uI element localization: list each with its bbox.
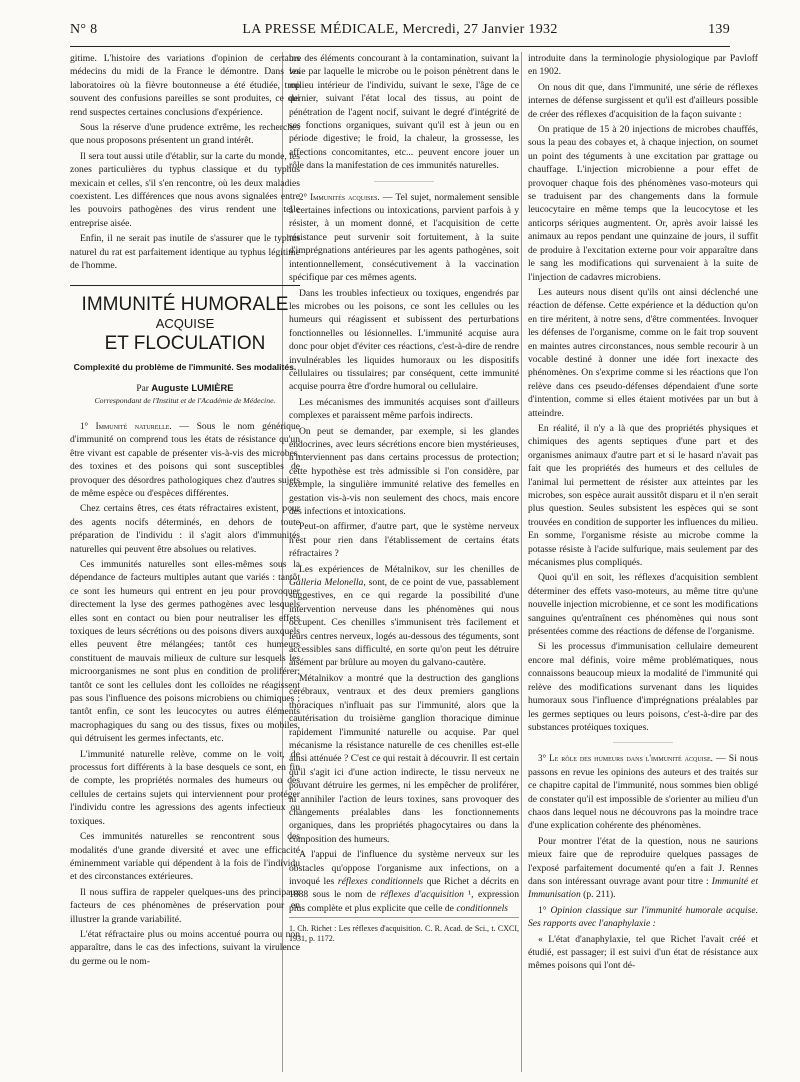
footnote: 1. Ch. Richet : Les réflexes d'acquisition. C. R. Acad. de Sci., t. CXCI, 1931, p. 1172. <box>289 917 519 944</box>
text-span: (p. 211). <box>580 889 616 901</box>
author-name: Auguste LUMIÈRE <box>151 381 234 393</box>
paragraph: Enfin, il ne serait pas inutile de s'assurer que le typhus naturel du rat est parfaitement identique au typhus légitime de l'homme. <box>70 233 300 272</box>
issue-number: N° 8 <box>70 22 98 37</box>
italic-span: Opinion classique sur l'immunité humorale acquise. Ses rapports avec l'anaphylaxie : <box>528 904 758 930</box>
text-span: que Richet a décrits en 1888 sous le nom de <box>289 875 519 901</box>
italic-span: Galleria Melonella <box>289 577 364 589</box>
header-rule <box>70 46 730 47</box>
text-span: Les expériences de Métalnikov, sur les chenilles de <box>299 563 519 575</box>
italic-span: Immunité et Immunisation <box>528 875 758 901</box>
author-line <box>70 381 300 396</box>
paragraph: Si les processus d'immunisation cellulaire demeurent encore mal définis, voire même problématiques, nous connaissons beaucoup mieux la modalité de l'immunité qui relève des modifications survenant dans les liquides humoraux sous l'influence d'imprégnations préalables par les germes septiques ou leurs poisons, c'est-à-dire par des substances protéiques toxiques. <box>528 641 758 733</box>
text-span: A l'appui de l'influence du système nerveux sur les obstacles qu'oppose l'organisme aux infections, on a invoqué les <box>289 849 519 887</box>
paragraph: On pratique de 15 à 20 injections de microbes chauffés, sous la peau des cobayes et, à chaque injection, on soumet un point des téguments à une excitation par grattage ou chauffage. L'injection microbienne a pour effet de provoquer chaque fois des phénomènes vaso-moteurs qui se traduisent par des changements dans la formule leucocytaire en même temps que la leucocytose et les anticorps sériques augmentent. Or, après avoir laissé les animaux au repos pendant une quinzaine de jours, il suffit de produire à l'excitation externe pour voir apparaître dans le sang les modifications qui survenaient à la suite de l'injection de cadavres microbiens. <box>528 124 758 283</box>
article-title-line: ACQUISE <box>155 315 215 331</box>
paragraph: Chez certains êtres, ces états réfractaires existent, pour des agents nocifs déterminés, en dehors de toute préparation de l'individu : il s'agit alors d'immunités naturelles qui peuvent être absolues ou relatives. <box>70 503 300 555</box>
paragraph <box>528 752 758 832</box>
section-heading: 1° Immunité naturelle. <box>80 420 172 431</box>
paragraph <box>289 191 519 285</box>
paragraph: introduite dans la terminologie physiologique par Pavloff en 1902. <box>528 53 758 78</box>
text-span: , sont, de ce point de vue, passablement suggestives, en ce qui regarde la possibilité d'une intervention nerveuse dans les phénomènes qui nous occupent. Ces chenilles s'immunisent très facilement et leurs centres nerveux, logés au-dessous des téguments, sont accessibles sans difficulté, en sorte qu'on peut les détruire aisément par brûlure au moyen du galvano-cautère. <box>289 577 519 669</box>
divider <box>374 181 434 183</box>
paragraph: Ces immunités naturelles sont elles-mêmes sous la dépendance de facteurs multiples autant que variés : tantôt ce sont les humeurs qui entrent en jeu pour provoquer directement la lyse des germes pathogènes avec lesquels elles sont en contact ou bien pour neutraliser les effets toxiques de leurs sécrétions ou des poisons divers auxquels elles peuvent être mélangées; tantôt ces humeurs constituent de mauvais milieux de culture sur lesquels les microorganismes ne sont plus en condition de proliférer; tantôt ce sont les cellules dont les colloïdes ne réagissent pas sous l'influence des poisons microbiens ou chimiques ; tantôt enfin, ce sont les leucocytes ou autres éléments macrophagiques du sang ou des tissus, fixes ou mobiles, qui détruisent les germes infectants, etc. <box>70 558 300 745</box>
paragraph: En réalité, il n'y a là que des propriétés physiques et chimiques des agents septiques d'une part et des organismes animaux d'autre part et si le hasard n'avait pas fait que les propriétés des humeurs et des cellules de l'animal lui permettent de résister aux atteintes par les microbes, son espèce aurait aussitôt disparu et il n'en serait plus question. Seules subsistent les espèces qui se sont trouvées en condition de supporter les influences du milieu. En somme, l'organisme résiste au microbe comme la potasse résiste à l'acide sulfurique, mais seulement par des mécanismes plus compliqués. <box>528 422 758 569</box>
paragraph: bre des éléments concourant à la contamination, suivant la voie par laquelle le microbe ou le poison pénètrent dans le milieu intérieur de l'individu, suivant le sexe, l'âge de ce dernier, suivant l'état local des tissus, au point de pénétration de l'agent nocif, suivant le degré d'intégrité de ses fonctions organiques, suivant qu'il est à jeun ou en période digestive; le froid, la chaleur, la grossesse, les affections concomitantes, etc... peuvent encore jouer un rôle dans la manifestation de ces immunités naturelles. <box>289 53 519 172</box>
column-3 <box>528 52 758 1072</box>
column-1 <box>70 52 300 1072</box>
paragraph <box>289 848 519 915</box>
paragraph: gitime. L'histoire des variations d'opinion de certains médecins du midi de la France le démontre. Dans les laboratoires où la fièvre boutonneuse a été étudiée, trop souvent des confusions pareilles se sont produites, ce qui rend suspectes certaines conclusions d'expérience. <box>70 53 300 118</box>
author-prefix: Par <box>136 383 149 394</box>
divider <box>613 742 673 744</box>
article-subtitle: Complexité du problème de l'immunité. Ses modalités. <box>73 361 297 372</box>
text-span: Pour montrer l'état de la question, nous ne saurions mieux faire que de reproduire quelques passages de l'exposé parfaitement documenté qu'en a fait J. Rennes dans son intéressant ouvrage avant pour titre : <box>528 835 758 887</box>
section-heading: 3° Le rôle des humeurs dans l'immunité acquise. <box>538 753 713 764</box>
text-span: ¹, expression plus complète et plus explicite que celle de <box>289 889 519 914</box>
paragraph: Les mécanismes des immunités acquises sont d'ailleurs complexes et paraissent même parfois indirects. <box>289 396 519 422</box>
paragraph <box>289 563 519 670</box>
italic-span: conditionnels <box>456 902 509 914</box>
paragraph: On peut se demander, par exemple, si les glandes endocrines, avec leurs sécrétions encore bien mystérieuses, n'interviennent pas dans certains processus de protection; cette hypothèse est très admissible si l'on considère, par exemple, la singulière immunité relative des femelles en gestation vis-à-vis non seulement des chocs, mais encore des infections et intoxications. <box>289 425 519 517</box>
column-divider <box>521 52 522 1072</box>
paragraph: « L'état d'anaphylaxie, tel que Richet l'avait créé et étudié, est passager; il est suivi d'un état de résistance aux mêmes poisons qui l'ont dé- <box>528 933 758 972</box>
article-title-block <box>70 285 300 406</box>
paragraph: Peut-on affirmer, d'autre part, que le système nerveux n'est pour rien dans l'établissement de certains états réfractaires ? <box>289 521 519 560</box>
page-header <box>70 20 730 42</box>
page-number: 139 <box>708 22 730 37</box>
section-heading: 2° Immunités acquises. <box>299 191 380 202</box>
paragraph: Quoi qu'il en soit, les réflexes d'acquisition semblent déterminer des effets vaso-moteurs, au même titre qu'une nouvelle injection microbienne, et ce sont les modifications sanguines qu'entraînent ces phénomènes qui nous sont présentées comme des réactions de défense de l'organisme. <box>528 572 758 638</box>
text-span: 1° <box>538 904 551 916</box>
paragraph: Sous la réserve d'une prudence extrême, les recherches que nous proposons présentent un grand intérêt. <box>70 122 300 147</box>
paragraph: Ces immunités naturelles se rencontrent sous des modalités d'une grande diversité et avec une efficacité éminemment variable qui dépendent à la fois de l'individu et des circonstances extérieures. <box>70 831 300 883</box>
paragraph: L'état réfractaire plus ou moins accentué pourra ou non apparaître, dans le cas des infections, suivant la virulence du germe ou le nom- <box>70 928 300 967</box>
section-text: — Si nous passons en revue les opinions des auteurs et des traités sur ce chapitre capital de l'immunité, nous sommes bien obligé de constater qu'il est impossible de s'orienter au milieu d'un chaos dans lequel nous ne découvrons pas la moindre trace d'une explication cohérente des phénomènes. <box>528 753 758 832</box>
paragraph: L'immunité naturelle relève, comme on le voit, de processus fort différents à la base desquels ce sont, en fin de compte, les propriétés normales des humeurs ou des cellules de certains sujets qui interviennent pour protéger l'individu contre les agressions des agents infectieux ou toxiques. <box>70 748 300 827</box>
paragraph: Dans les troubles infectieux ou toxiques, engendrés par les microbes ou les poisons, ce sont les cellules ou les humeurs qui réagissent et subissent des perturbations fonctionnelles ou lésionnelles. L'immunité acquise aura donc pour objet d'éviter ces réactions, c'est-à-dire de rendre invulnérables les liquides humoraux ou les dispositifs cellulaires ou tissulaires; par conséquent, cette immunité acquise pourra être d'ordre humoral ou cellulaire. <box>289 287 519 393</box>
paragraph <box>528 904 758 931</box>
column-2 <box>289 52 519 1072</box>
author-affiliation: Correspondant de l'Institut et de l'Académie de Médecine. <box>94 395 276 405</box>
paragraph: On nous dit que, dans l'immunité, une série de réflexes internes de défense surgissent et qu'il est d'ailleurs possible de créer des réflexes d'acquisition de la façon suivante : <box>528 81 758 120</box>
italic-span: réflexes conditionnels <box>337 875 424 887</box>
section-text: — Sous le nom générique d'immunité on comprend tous les états de résistance qu'un être vivant est capable de présenter vis-à-vis des microbes, des toxines et des poisons qui sont susceptibles de provoquer des désordres pathologiques chez d'autres sujets de même espèce ou d'espèces différentes. <box>70 420 300 499</box>
article-title-line: ET FLOCULATION <box>104 332 266 354</box>
paragraph <box>528 835 758 902</box>
paragraph: Il sera tout aussi utile d'établir, sur la carte du monde, les zones particulières du typhus classique et du typhus mexicain et celles, s'il s'en rencontre, où les deux maladies coexistent. Les différences que nous avons signalées entre les pouvoirs pathogènes des virus rendent une telle entreprise aisée. <box>70 150 300 229</box>
paragraph <box>70 420 300 500</box>
paragraph: Métalnikov a montré que la destruction des ganglions cérébraux, ventraux et des deux premiers ganglions thoraciques n'influait pas sur l'immunité, alors que la cautérisation du troisième ganglion thoracique diminue rapidement l'immunité naturelle ou acquise. Par quel mécanisme la résistance naturelle de ces chenilles est-elle ainsi atténuée ? C'est ce qui restait à découvrir. Il est certain qu'il s'agit ici d'une action indirecte, le tissu nerveux ne pouvant détruire les germes, ni les empêcher de proliférer, ni annihiler l'action de leurs toxines, sans provoquer des changements préalables dans les fonctionnements organiques, dans les propriétés phagocytaires ou dans la composition des humeurs. <box>289 672 519 845</box>
paragraph: Les auteurs nous disent qu'ils ont ainsi déclenché une réaction de défense. Cette expérience et la déduction qu'on en tire méritent, à notre sens, d'être commentées. Invoquer les défenses de l'organisme, comme on le fait trop souvent en maintes autres circonstances, nous semble recourir à un vocable destiné à donner une idée fort inexacte des phénomènes. On s'exprime comme si les réactions que l'on relève dans ces pseudo-défenses dépendaient d'une sorte d'intention, comme si elles étaient motivées par un but à atteindre. <box>528 286 758 419</box>
italic-span: réflexes d'acquisition <box>380 889 464 901</box>
section-text: — Tel sujet, normalement sensible à certaines infections ou intoxications, parvient parfois à y résister, à un moment donné, et l'acquisition de cette résistance peut survenir soit fortuitement, à la suite d'imprégnations antérieures par les agents pathogènes, soit intentionnellement, consécutivement à la vaccination spécifique par ces mêmes agents. <box>289 191 519 284</box>
article-title-line: IMMUNITÉ HUMORALE <box>81 293 289 315</box>
journal-title: LA PRESSE MÉDICALE, Mercredi, 27 Janvier 1932 <box>242 22 558 37</box>
paragraph: Il nous suffira de rappeler quelques-uns des principaux facteurs de ces phénomènes de préservation pour en illustrer la grande variabilité. <box>70 886 300 925</box>
